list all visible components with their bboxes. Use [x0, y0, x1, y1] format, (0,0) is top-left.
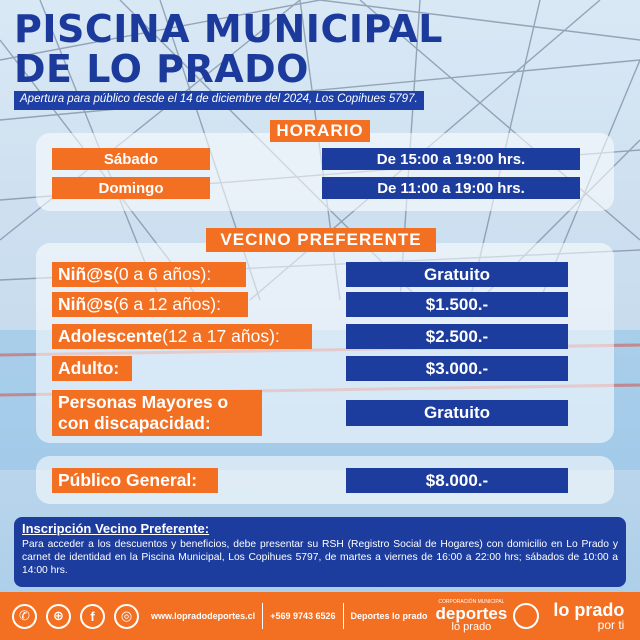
divider — [343, 603, 344, 629]
lo-prado-logo: lo prado por ti — [553, 600, 625, 632]
hours-sunday: De 11:00 a 19:00 hrs. — [322, 177, 580, 199]
whatsapp-icon[interactable]: ✆ — [12, 604, 37, 629]
info-text: Para acceder a los descuentos y beneficios, debe presentar su RSH (Registro Social de Hogares) con domicilio en Lo Prado y carnet de identidad en la Piscina Municipal, Los Copihues 5797, de martes a viernes de 16:00 a 22:00 hrs; sábados de 10:00 a 14:00 hrs. — [22, 539, 618, 576]
price-ninos-6-12: $1.500.- — [346, 292, 568, 317]
horario-panel — [36, 133, 614, 211]
price-label-general: Público General: — [52, 468, 218, 493]
vecino-heading: VECINO PREFERENTE — [206, 228, 436, 252]
day-sunday: Domingo — [52, 177, 210, 199]
price-label-adulto: Adulto: — [52, 356, 132, 381]
day-saturday: Sábado — [52, 148, 210, 170]
price-ninos-0-6: Gratuito — [346, 262, 568, 287]
info-title: Inscripción Vecino Preferente: — [22, 521, 210, 536]
price-label-ninos-0-6: Niñ@s (0 a 6 años): — [52, 262, 246, 287]
basketball-icon — [513, 603, 539, 629]
opening-subtitle: Apertura para público desde el 14 de diciembre del 2024, Los Copihues 5797. — [14, 91, 424, 110]
price-adolescente: $2.500.- — [346, 324, 568, 349]
page-title-line1: PISCINA MUNICIPAL — [14, 7, 443, 51]
price-general: $8.000.- — [346, 468, 568, 493]
website-link[interactable]: www.lopradodeportes.cl — [151, 611, 256, 621]
divider — [262, 603, 263, 629]
phone-number: +569 9743 6526 — [270, 611, 336, 621]
price-label-adolescente: Adolescente (12 a 17 años): — [52, 324, 312, 349]
deportes-logo: CORPORACIÓN MUNICIPAL deportes lo prado — [435, 598, 508, 633]
social-name: Deportes lo prado — [350, 611, 428, 621]
web-icon[interactable]: ⊕ — [46, 604, 71, 629]
facebook-icon[interactable]: f — [80, 604, 105, 629]
instagram-icon[interactable]: ◎ — [114, 604, 139, 629]
price-label-mayores: Personas Mayores o con discapacidad: — [52, 390, 262, 436]
price-adulto: $3.000.- — [346, 356, 568, 381]
footer-bar — [0, 592, 640, 640]
page-title-line2: DE LO PRADO — [14, 47, 309, 91]
inscripcion-info — [14, 517, 626, 587]
price-label-ninos-6-12: Niñ@s (6 a 12 años): — [52, 292, 248, 317]
price-mayores: Gratuito — [346, 400, 568, 426]
horario-heading: HORARIO — [270, 120, 370, 142]
hours-saturday: De 15:00 a 19:00 hrs. — [322, 148, 580, 170]
